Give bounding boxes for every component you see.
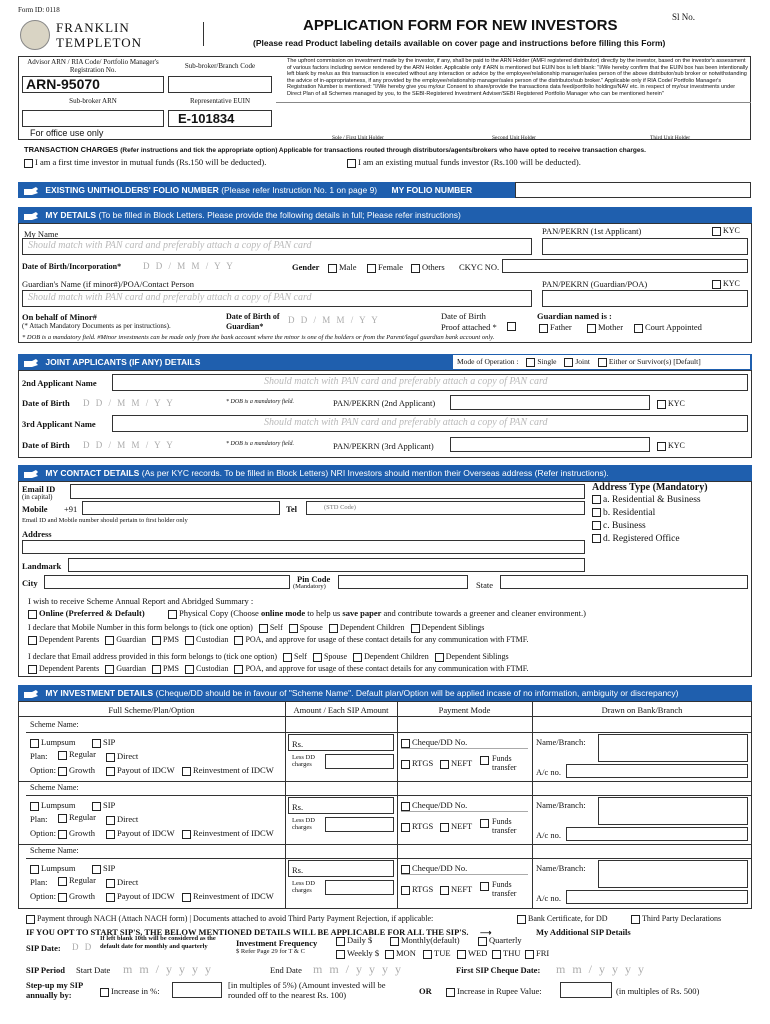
- brand-line2: TEMPLETON: [56, 35, 143, 50]
- my-additional-sip: My Additional SIP Details: [536, 927, 631, 937]
- cheque-checkbox[interactable]: Cheque/DD No.: [401, 737, 467, 748]
- freq-label: Investment Frequency: [236, 938, 318, 948]
- joint-section-bar: JOINT APPLICANTS (IF ANY) DETAILS: [18, 354, 752, 370]
- mode-joint[interactable]: Joint: [564, 357, 590, 366]
- inc-rs-field[interactable]: [560, 982, 612, 998]
- freq-daily[interactable]: Daily $: [336, 935, 372, 946]
- name-branch-field[interactable]: [598, 797, 748, 825]
- mode-single[interactable]: Single: [526, 357, 556, 366]
- name-branch-field[interactable]: [598, 734, 748, 762]
- funds-transfer-checkbox[interactable]: [480, 756, 489, 765]
- first-sip-date-field[interactable]: m m / y y y y: [556, 962, 647, 976]
- app3-ghost-hint: Should match with PAN card and preferably attach a copy of PAN card: [264, 417, 548, 428]
- addr-type-c[interactable]: c. Business: [592, 521, 646, 531]
- day-fri[interactable]: FRI: [525, 948, 549, 959]
- address-field-line1[interactable]: [22, 540, 585, 554]
- plan-regular[interactable]: Regular: [58, 749, 96, 760]
- email-self[interactable]: Self: [283, 652, 307, 661]
- inc-rs-checkbox[interactable]: Increase in Rupee Value:: [446, 986, 542, 997]
- landmark-field[interactable]: [68, 558, 585, 572]
- txn-note: (Refer instructions and tick the appropriate option) Applicable for transactions routed through distributors/agents/brokers who have opted to receive transaction charges.: [120, 147, 646, 154]
- dd-charges-field[interactable]: [325, 754, 394, 769]
- account-no-field[interactable]: [566, 764, 748, 778]
- amount-rs-label: Rs.: [292, 739, 304, 749]
- sip-date-field[interactable]: D D: [72, 942, 94, 952]
- rs-note: (in multiples of Rs. 500): [616, 986, 700, 996]
- email-declaration-2: [28, 664, 529, 674]
- guardian-name-field[interactable]: [22, 290, 532, 307]
- nach-checkbox[interactable]: Payment through NACH (Attach NACH form) | Documents attached to avoid Third Party Payment Rejection, if applicable:: [26, 914, 433, 923]
- email-poa[interactable]: POA, and approve for usage of these contact details for any communication with FTMF.: [234, 664, 528, 673]
- addr-type-a[interactable]: a. Residential & Business: [592, 495, 701, 505]
- sip-checkbox[interactable]: SIP: [92, 800, 115, 811]
- guardian-is-label: Guardian named is :: [537, 311, 612, 321]
- sip-checkbox[interactable]: SIP: [92, 737, 115, 748]
- funds-transfer-checkbox[interactable]: [480, 819, 489, 828]
- option-payout[interactable]: Payout of IDCW: [106, 891, 175, 902]
- contact-section-bar: MY CONTACT DETAILS (As per KYC records. To be filled in Block Letters) NRI Investors should mention their Overseas address (Refer instructions).: [18, 465, 752, 481]
- state-field[interactable]: [500, 575, 748, 589]
- funds-transfer-label: Funds transfer: [492, 817, 517, 835]
- mobile-pms[interactable]: PMS: [152, 635, 179, 644]
- guardian-father[interactable]: Father: [539, 322, 572, 333]
- mobile-spouse[interactable]: Spouse: [289, 623, 323, 632]
- checkbox[interactable]: [347, 159, 356, 168]
- plan-direct[interactable]: Direct: [106, 814, 138, 825]
- neft-checkbox[interactable]: NEFT: [440, 821, 472, 832]
- day-tue[interactable]: TUE: [423, 948, 451, 959]
- mobile-poa[interactable]: POA, and approve for usage of these contact details for any communication with FTMF.: [234, 635, 528, 644]
- scheme-name-label: Scheme Name:: [30, 720, 79, 729]
- subbroker-arn-field[interactable]: [22, 110, 164, 127]
- sip-start-label: Start Date: [76, 965, 111, 975]
- dob-guardian-field[interactable]: D D / M M / Y Y: [288, 315, 380, 325]
- first-sip-date-label: First SIP Cheque Date:: [456, 965, 541, 975]
- third-party-checkbox[interactable]: Third Party Declarations: [631, 914, 721, 924]
- pointing-hand-icon: [24, 212, 38, 220]
- lumpsum-checkbox[interactable]: Lumpsum: [30, 737, 75, 748]
- email-children[interactable]: Dependent Children: [353, 652, 429, 661]
- my-name-label: My Name: [24, 229, 59, 239]
- plan-direct[interactable]: Direct: [106, 751, 138, 762]
- subbroker-field[interactable]: [168, 76, 272, 93]
- dob-proof-label2: Proof attached *: [441, 322, 497, 332]
- mobile-label: Mobile: [22, 504, 48, 514]
- option-reinvest[interactable]: Reinvestment of IDCW: [182, 765, 274, 776]
- txn-option-first[interactable]: I am a first time investor in mutual funds (Rs.150 will be deducted).: [24, 157, 266, 168]
- email-custodian[interactable]: Custodian: [185, 664, 228, 673]
- pointing-hand-icon: [24, 359, 38, 367]
- pointing-hand-icon: [24, 187, 38, 195]
- my-name-field[interactable]: [22, 238, 532, 255]
- lumpsum-checkbox[interactable]: Lumpsum: [30, 863, 75, 874]
- mobile-field[interactable]: [82, 501, 280, 515]
- cheque-checkbox[interactable]: Cheque/DD No.: [401, 863, 467, 874]
- app2-ghost-hint: Should match with PAN card and preferably attach a copy of PAN card: [264, 376, 548, 387]
- amount-rs-label: Rs.: [292, 802, 304, 812]
- addr-type-d[interactable]: d. Registered Office: [592, 534, 680, 544]
- option-label: Option:: [30, 828, 56, 838]
- kyc-checkbox-1[interactable]: KYC: [712, 226, 740, 236]
- app2-dob-field[interactable]: D D / M M / Y Y: [83, 398, 175, 408]
- less-dd-label: Less DD charges: [292, 754, 315, 768]
- guardian-name-label: Guardian's Name (if minor#)/POA/Contact Person: [22, 279, 194, 289]
- col-payment: Payment Mode: [438, 705, 491, 715]
- checkbox[interactable]: [24, 159, 33, 168]
- mobile-guardian[interactable]: Guardian: [105, 635, 146, 644]
- pan3-label: PAN/PEKRN (3rd Applicant): [333, 441, 434, 451]
- app3-name-label: 3rd Applicant Name: [22, 419, 96, 429]
- account-no-field[interactable]: [566, 890, 748, 904]
- account-no-label: A/c no.: [536, 893, 562, 903]
- pan2-field[interactable]: [450, 395, 650, 410]
- mobile-declaration-2: [28, 635, 529, 645]
- scheme-name-label: Scheme Name:: [30, 846, 79, 855]
- city-label: City: [22, 578, 38, 588]
- plan-label: Plan:: [30, 877, 48, 887]
- sig3-label: Third Unit Holder: [650, 135, 691, 141]
- landmark-label: Landmark: [22, 561, 62, 571]
- rtgs-checkbox[interactable]: RTGS: [401, 821, 433, 832]
- tel-label: Tel: [286, 504, 298, 514]
- mobile-prefix: +91: [64, 504, 78, 514]
- dd-charges-field[interactable]: [325, 880, 394, 895]
- sip-blank-note: If left blank 10th will be considered as the default date for monthly and quarterly: [100, 935, 216, 950]
- page-subtitle: (Please read Product labeling details available on cover page and instructions before filling this Form): [253, 38, 666, 48]
- sip-heading: IF YOU OPT TO START SIP'S, THE BELOW MENTIONED DETAILS WILL BE APPLICABLE FOR ALL THE SIP'S.: [26, 927, 469, 937]
- arn-value: ARN-95070: [26, 76, 100, 92]
- dob-proof-label1: Date of Birth: [441, 311, 486, 321]
- lumpsum-checkbox[interactable]: Lumpsum: [30, 800, 75, 811]
- address-label: Address: [22, 529, 52, 539]
- kyc-checkbox-guardian[interactable]: KYC: [712, 279, 740, 289]
- name-branch-field[interactable]: [598, 860, 748, 888]
- city-field[interactable]: [44, 575, 290, 589]
- bank-cert-checkbox[interactable]: Bank Certificate, for DD: [517, 914, 608, 924]
- guardian-mother[interactable]: Mother: [587, 322, 623, 333]
- email-spouse[interactable]: Spouse: [313, 652, 347, 661]
- mobile-children[interactable]: Dependent Children: [329, 623, 405, 632]
- amount-field[interactable]: [288, 860, 394, 877]
- plan-regular[interactable]: Regular: [58, 812, 96, 823]
- guardian-ghost-hint: Should match with PAN card and preferably attach a copy of PAN card: [28, 292, 312, 303]
- plan-label: Plan:: [30, 814, 48, 824]
- txn-heading: TRANSACTION CHARGES: [24, 145, 119, 154]
- or-label: OR: [419, 986, 432, 996]
- sip-date-label: SIP Date:: [26, 943, 61, 953]
- txn-option-existing[interactable]: I am an existing mutual funds investor (Rs.100 will be deducted).: [347, 157, 581, 168]
- day-wed[interactable]: WED: [457, 948, 487, 959]
- mobile-custodian[interactable]: Custodian: [185, 635, 228, 644]
- app3-dob-note: * DOB is a mandatory field.: [226, 441, 294, 447]
- dob-proof-checkbox[interactable]: [507, 322, 516, 331]
- dob-label: Date of Birth/Incorporation*: [22, 262, 122, 271]
- freq-quarterly[interactable]: Quarterly: [478, 935, 522, 946]
- funds-transfer-checkbox[interactable]: [480, 882, 489, 891]
- option-payout[interactable]: Payout of IDCW: [106, 765, 175, 776]
- name-branch-label: Name/Branch:: [536, 737, 586, 747]
- name-ghost-hint: Should match with PAN card and preferably attach a copy of PAN card: [28, 240, 312, 251]
- pan3-field[interactable]: [450, 437, 650, 452]
- account-no-label: A/c no.: [536, 767, 562, 777]
- pct-note: [in multiples of 5%) (Amount invested will be rounded off to the nearest Rs. 100): [228, 980, 386, 1000]
- freq-weekly[interactable]: Weekly $: [336, 948, 379, 959]
- pan1-label: PAN/PEKRN (1st Applicant): [542, 226, 642, 236]
- cheque-checkbox[interactable]: Cheque/DD No.: [401, 800, 467, 811]
- receive-physical[interactable]: Physical Copy (Choose online mode to help us save paper and contribute towards a greener and cleaner environment.): [168, 608, 586, 619]
- col-amount: Amount / Each SIP Amount: [293, 705, 389, 715]
- app2-name-label: 2nd Applicant Name: [22, 378, 97, 388]
- step-up-label: Step-up my SIP annually by:: [26, 980, 83, 1000]
- email-note: Email ID and Mobile number should pertain to first holder only: [22, 517, 188, 524]
- pan2-label: PAN/PEKRN (2nd Applicant): [333, 398, 436, 408]
- kyc-checkbox-3[interactable]: KYC: [657, 441, 685, 451]
- sip-arrow-icon: ⟶: [480, 928, 492, 937]
- sip-end-label: End Date: [270, 965, 302, 975]
- sl-no: Sl No.: [672, 12, 696, 22]
- form-id: Form ID: 0118: [18, 6, 60, 14]
- neft-checkbox[interactable]: NEFT: [440, 758, 472, 769]
- option-growth[interactable]: Growth: [58, 891, 95, 902]
- sip-start-field[interactable]: m m / y y y y: [123, 962, 214, 976]
- pan-guardian-field[interactable]: [542, 290, 748, 307]
- guardian-court[interactable]: Court Appointed: [634, 322, 702, 333]
- gender-male[interactable]: Male: [328, 262, 356, 273]
- mobile-declaration: I declare that Mobile Number in this form belongs to (tick one option) Self Spouse Dependent Children Dependent Siblings: [28, 623, 485, 632]
- email-pms[interactable]: PMS: [152, 664, 179, 673]
- std-hint: (STD Code): [324, 504, 356, 511]
- email-siblings[interactable]: Dependent Siblings: [435, 652, 509, 661]
- euin-label: Representative EUIN: [189, 97, 251, 105]
- option-payout[interactable]: Payout of IDCW: [106, 828, 175, 839]
- email-sub: (in capital): [22, 493, 53, 501]
- details-section-bar: MY DETAILS (To be filled in Block Letters. Please provide the following details in full; Please refer instructions): [18, 207, 752, 223]
- option-reinvest[interactable]: Reinvestment of IDCW: [182, 828, 274, 839]
- franklin-portrait-icon: [20, 20, 50, 50]
- mobile-parents[interactable]: Dependent Parents: [28, 635, 99, 644]
- col-bank: Drawn on Bank/Branch: [601, 705, 683, 715]
- name-branch-label: Name/Branch:: [536, 863, 586, 873]
- email-guardian[interactable]: Guardian: [105, 664, 146, 673]
- day-thu[interactable]: THU: [492, 948, 520, 959]
- folio-section-bar: EXISTING UNITHOLDERS' FOLIO NUMBER (Please refer Instruction No. 1 on page 9) MY FOLIO NUMBER: [18, 182, 515, 198]
- pan-guardian-label: PAN/PEKRN (Guardian/POA): [542, 279, 648, 289]
- freq-ref: $ Refer Page 29 for T & C: [236, 948, 305, 955]
- gender-female[interactable]: Female: [367, 262, 403, 273]
- option-reinvest[interactable]: Reinvestment of IDCW: [182, 891, 274, 902]
- app3-dob-field[interactable]: D D / M M / Y Y: [83, 440, 175, 450]
- subbroker-label: Sub-broker/Branch Code: [184, 62, 256, 70]
- email-field[interactable]: [70, 484, 585, 499]
- email-declaration: I declare that Email address provided in this form belongs to (tick one option) Self Spouse Dependent Children Dependent Siblings: [28, 652, 509, 661]
- neft-checkbox[interactable]: NEFT: [440, 884, 472, 895]
- app3-dob-label: Date of Birth: [22, 440, 70, 450]
- sip-end-field[interactable]: m m / y y y y: [313, 962, 404, 976]
- funds-transfer-label: Funds transfer: [492, 754, 517, 772]
- investment-section-bar: MY INVESTMENT DETAILS (Cheque/DD should be in favour of "Scheme Name". Default plan/Option will be applied incase of no information, ambiguity or discrepancy): [18, 685, 752, 701]
- plan-direct[interactable]: Direct: [106, 877, 138, 888]
- col-scheme: Full Scheme/Plan/Option: [108, 705, 195, 715]
- email-parents[interactable]: Dependent Parents: [28, 664, 99, 673]
- day-mon[interactable]: MON: [385, 948, 416, 959]
- amount-field[interactable]: [288, 734, 394, 751]
- inc-pct-checkbox[interactable]: Increase in %:: [100, 986, 160, 997]
- pointing-hand-icon: [24, 470, 38, 478]
- declaration-text: The upfront commission on investment made by the investor, if any, shall be paid to the ARN Holder (AMFI registered distributor) directly by the investor, based on the investor's assessment of various factors including service rendered by the ARN Holder. Applicable only if ARN is mentioned but EUIN box is left blank: "I/We hereby confirm that the EUIN box has been intentionally left blank by me/us as this transaction is executed without any interaction or advice by the employee/relationship manager/sales person of the above distributor/sub broker or notwithstanding the advice of in-appropriateness, if any provided by the employee/relationship manager/sales person of the distributor/sub broker." Applicable only if RIA Code/ Portfolio Manager's Registration Number is mentioned: "I/We hereby give you my/our Consent to share/provide the transactions data feed/portfolio holdings/NAV etc. in respect of my/our investments under Direct Plan of all Schemes managed by you, to the SEBI-Registered Investment Adviser/SEBI Registered Portfolio Manager who can be mentioned herein": [287, 58, 749, 97]
- receive-online[interactable]: Online (Preferred & Default): [28, 608, 145, 619]
- details-footnote: * DOB is a mandatory field. #Minor investments can be made only from the bank account where the minor is one of the holders or from the Parent/legal guardian bank account only.: [22, 334, 495, 341]
- email-label: Email ID: [22, 484, 56, 494]
- app2-dob-label: Date of Birth: [22, 398, 70, 408]
- receive-label: I wish to receive Scheme Annual Report and Abridged Summary :: [28, 596, 254, 606]
- amount-rs-label: Rs.: [292, 865, 304, 875]
- freq-monthly[interactable]: Monthly(default): [390, 935, 460, 946]
- amount-field[interactable]: [288, 797, 394, 814]
- mobile-self[interactable]: Self: [259, 623, 283, 632]
- cheque-line: [401, 874, 528, 875]
- pincode-label: Pin Code: [297, 574, 331, 584]
- on-behalf-label: On behalf of Minor#: [22, 312, 97, 322]
- attach-note: (* Attach Mandatory Documents as per instructions).: [22, 322, 171, 330]
- pan1-field[interactable]: [542, 238, 748, 255]
- dd-charges-field[interactable]: [325, 817, 394, 832]
- cheque-line: [401, 811, 528, 812]
- ckyc-field[interactable]: [502, 259, 748, 273]
- inc-pct-field[interactable]: [172, 982, 222, 998]
- euin-value: E-101834: [178, 111, 235, 126]
- name-branch-label: Name/Branch:: [536, 800, 586, 810]
- nach-line: [26, 914, 433, 924]
- app2-dob-note: * DOB is a mandatory field.: [226, 399, 294, 405]
- addr-type-b[interactable]: b. Residential: [592, 508, 655, 518]
- mode-of-operation: Mode of Operation : Single Joint Either or Survivor(s) [Default]: [452, 354, 751, 370]
- sig2-label: Second Unit Holder: [492, 135, 536, 141]
- dob-field[interactable]: D D / M M / Y Y: [143, 261, 235, 271]
- addr-type-label: Address Type (Mandatory): [592, 482, 708, 493]
- scheme-name-label: Scheme Name:: [30, 783, 79, 792]
- option-label: Option:: [30, 891, 56, 901]
- sip-period-label: SIP Period: [26, 965, 65, 975]
- folio-number-field[interactable]: [515, 182, 751, 198]
- funds-transfer-label: Funds transfer: [492, 880, 517, 898]
- mode-either[interactable]: Either or Survivor(s) [Default]: [598, 357, 701, 366]
- gender-others[interactable]: Others: [411, 262, 445, 273]
- sip-checkbox[interactable]: SIP: [92, 863, 115, 874]
- less-dd-label: Less DD charges: [292, 880, 315, 894]
- plan-label: Plan:: [30, 751, 48, 761]
- pincode-field[interactable]: [338, 575, 468, 589]
- option-growth[interactable]: Growth: [58, 765, 95, 776]
- gender-label: Gender: [292, 262, 320, 272]
- mobile-siblings[interactable]: Dependent Siblings: [411, 623, 485, 632]
- pincode-sub: (Mandatory): [293, 583, 326, 590]
- account-no-label: A/c no.: [536, 830, 562, 840]
- option-label: Option:: [30, 765, 56, 775]
- sig1-label: Sole / First Unit Holder: [332, 135, 384, 141]
- state-label: State: [476, 580, 493, 590]
- plan-regular[interactable]: Regular: [58, 875, 96, 886]
- account-no-field[interactable]: [566, 827, 748, 841]
- ckyc-label: CKYC NO.: [459, 262, 500, 272]
- kyc-checkbox-2[interactable]: KYC: [657, 399, 685, 409]
- advisor-label: Advisor ARN / RIA Code/ Portfolio Manager's Registration No.: [27, 58, 159, 74]
- pointing-hand-icon: [24, 690, 38, 698]
- office-use-label: For office use only: [30, 128, 104, 138]
- rtgs-checkbox[interactable]: RTGS: [401, 758, 433, 769]
- option-growth[interactable]: Growth: [58, 828, 95, 839]
- less-dd-label: Less DD charges: [292, 817, 315, 831]
- dob-guardian-label: Date of Birth of Guardian*: [226, 312, 280, 331]
- cheque-line: [401, 748, 528, 749]
- brand-line1: FRANKLIN: [56, 20, 130, 35]
- page-title: APPLICATION FORM FOR NEW INVESTORS: [303, 17, 618, 34]
- rtgs-checkbox[interactable]: RTGS: [401, 884, 433, 895]
- subbroker-arn-label: Sub-broker ARN: [69, 97, 117, 105]
